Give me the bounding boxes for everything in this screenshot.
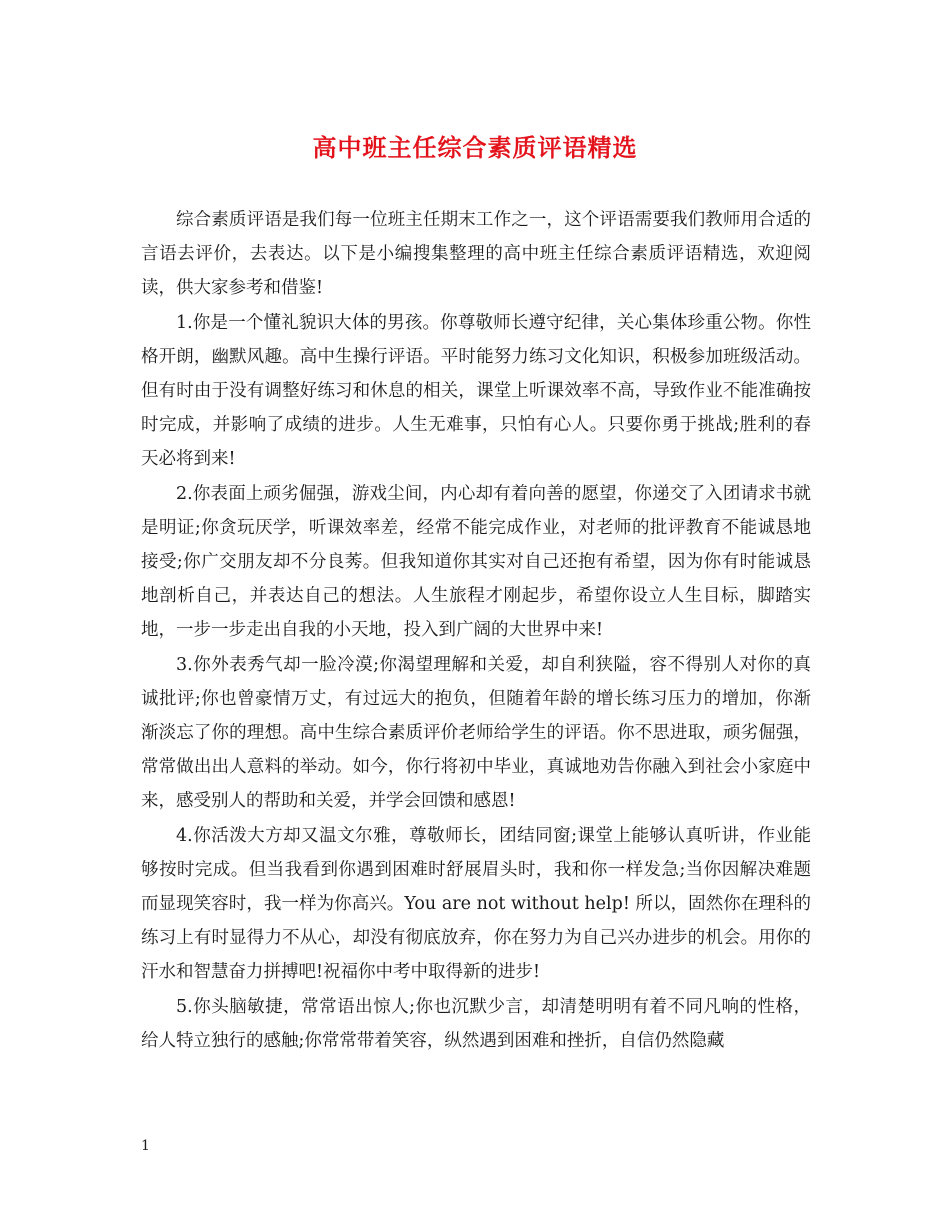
intro-paragraph: 综合素质评语是我们每一位班主任期末工作之一，这个评语需要我们教师用合适的言语去评价，去表达。以下是小编搜集整理的高中班主任综合素质评语精选，欢迎阅读，供大家参考和借鉴! bbox=[141, 210, 811, 299]
document-body bbox=[141, 203, 811, 1058]
comment-paragraph-3: 3.你外表秀气却一脸冷漠;你渴望理解和关爱，却自利狭隘，容不得别人对你的真诚批评;你也曾豪情万丈，有过远大的抱负，但随着年龄的增长练习压力的增加，你渐渐淡忘了你的理想。高中生综合素质评价老师给学生的评语。你不思进取，顽劣倔强，常常做出出人意料的举动。如今，你行将初中毕业，真诚地劝告你融入到社会小家庭中来，感受别人的帮助和关爱，并学会回馈和感恩! bbox=[141, 654, 811, 812]
comment-paragraph-4: 4.你活泼大方却又温文尔雅，尊敬师长，团结同窗;课堂上能够认真听讲，作业能够按时完成。但当我看到你遇到困难时舒展眉头时，我和你一样发急;当你因解决难题而显现笑容时，我一样为你高兴。You are not without help! 所以，固然你在理科的练习上有时显得力不从心，却没有彻底放弃，你在努力为自己兴办进步的机会。用你的汗水和智慧奋力拼搏吧!祝福你中考中取得新的进步! bbox=[141, 825, 811, 983]
document-title: 高中班主任综合素质评语精选 bbox=[312, 133, 638, 162]
comment-paragraph-1: 1.你是一个懂礼貌识大体的男孩。你尊敬师长遵守纪律，关心集体珍重公物。你性格开朗，幽默风趣。高中生操行评语。平时能努力练习文化知识，积极参加班级活动。但有时由于没有调整好练习和休息的相关，课堂上听课效率不高，导致作业不能准确按时完成，并影响了成绩的进步。人生无难事，只怕有心人。只要你勇于挑战;胜利的春天必将到来! bbox=[141, 312, 811, 470]
page-number: 1 bbox=[141, 1138, 150, 1154]
comment-paragraph-2: 2.你表面上顽劣倔强，游戏尘间，内心却有着向善的愿望，你递交了入团请求书就是明证;你贪玩厌学，听课效率差，经常不能完成作业，对老师的批评教育不能诚恳地接受;你广交朋友却不分良莠。但我知道你其实对自己还抱有希望，因为你有时能诚恳地剖析自己，并表达自己的想法。人生旅程才刚起步，希望你设立人生目标，脚踏实地，一步一步走出自我的小天地，投入到广阔的大世界中来! bbox=[141, 483, 811, 641]
comment-paragraph-5: 5.你头脑敏捷，常常语出惊人;你也沉默少言，却清楚明明有着不同凡响的性格，给人特立独行的感触;你常常带着笑容，纵然遇到困难和挫折，自信仍然隐藏 bbox=[141, 996, 811, 1051]
